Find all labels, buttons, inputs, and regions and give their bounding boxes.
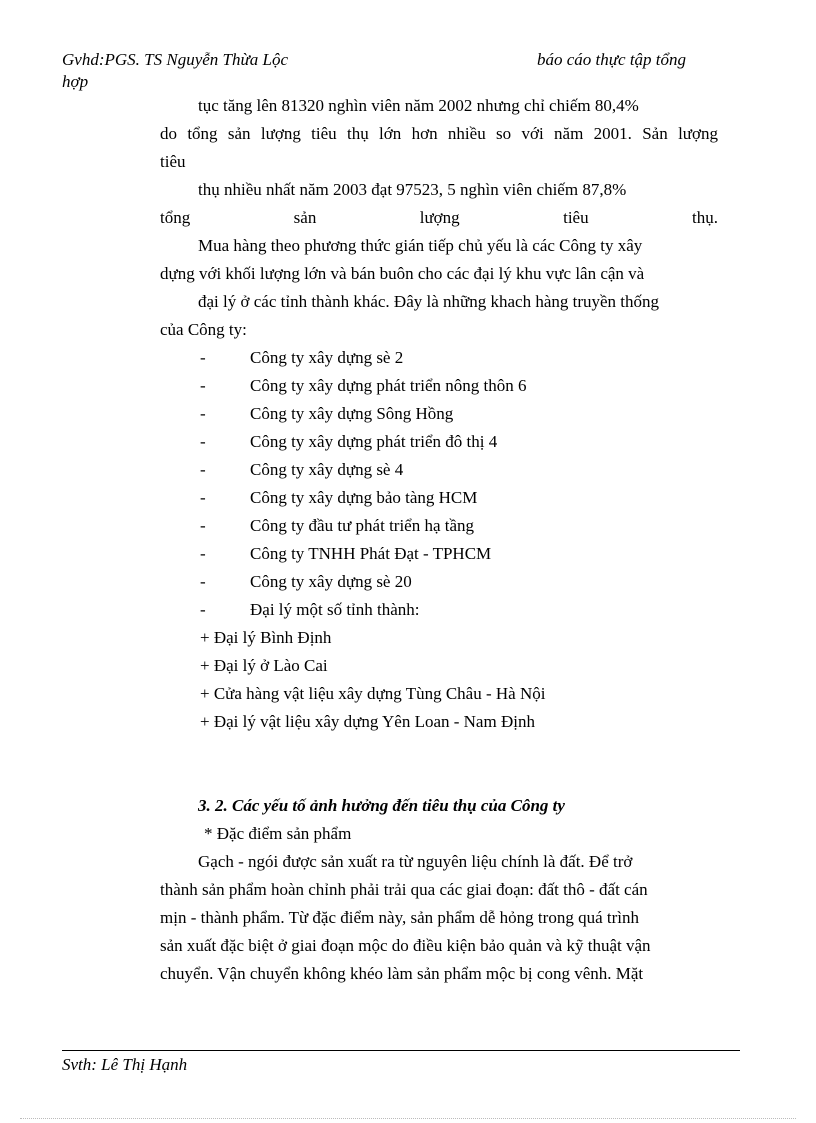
list-item	[160, 456, 718, 484]
paragraph-line: tổng sản lượng tiêu thụ.	[160, 208, 718, 227]
footer-divider	[62, 1050, 740, 1051]
list-item	[160, 372, 718, 400]
paragraph-line: thành sản phẩm hoàn chỉnh phải trải qua các giai đoạn: đất thô - đất cán	[160, 880, 648, 899]
list-item	[160, 568, 718, 596]
list-item-text: Công ty xây dựng sè 2	[250, 348, 404, 367]
customer-list	[160, 344, 718, 624]
dash-marker: -	[200, 488, 206, 507]
paragraph-line: mịn - thành phẩm. Từ đặc điểm này, sản phẩm dễ hỏng trong quá trình	[160, 908, 639, 927]
list-item-text: Công ty xây dựng phát triển nông thôn 6	[250, 376, 527, 395]
header-report-title-wrap: hợp	[62, 72, 89, 91]
list-item-text: Công ty xây dựng bảo tàng HCM	[250, 488, 478, 507]
paragraph-line: chuyển. Vận chuyển không khéo làm sản phẩm mộc bị cong vênh. Mặt	[160, 964, 644, 983]
list-item-text: Công ty TNHH Phát Đạt - TPHCM	[250, 544, 492, 563]
list-item: + Cửa hàng vật liệu xây dựng Tùng Châu - Hà Nội	[200, 684, 546, 703]
paragraph-line: sản xuất đặc biệt ở giai đoạn mộc do điều kiện bảo quản và kỹ thuật vận	[160, 936, 651, 955]
list-item-text: Công ty xây dựng Sông Hồng	[250, 404, 454, 423]
list-item-text: Đại lý một số tỉnh thành:	[250, 600, 420, 619]
list-item-text: Công ty xây dựng sè 4	[250, 460, 404, 479]
list-item	[160, 596, 718, 624]
list-item: + Đại lý Bình Định	[200, 628, 332, 647]
list-item	[160, 344, 718, 372]
page-edge-divider	[20, 1118, 796, 1119]
dash-marker: -	[200, 600, 206, 619]
paragraph-line: do tổng sản lượng tiêu thụ lớn hơn nhiều so với năm 2001. Sản lượng	[160, 124, 718, 143]
dash-marker: -	[200, 572, 206, 591]
list-item	[160, 540, 718, 568]
dash-marker: -	[200, 348, 206, 367]
dash-marker: -	[200, 516, 206, 535]
list-item: + Đại lý ở Lào Cai	[200, 656, 328, 675]
section-heading: 3. 2. Các yếu tố ảnh hưởng đến tiêu thụ của Công ty	[198, 796, 565, 815]
paragraph-line: Gạch - ngói được sản xuất ra từ nguyên liệu chính là đất. Để trở	[198, 852, 633, 871]
spacer	[160, 736, 718, 792]
list-item-text: Công ty đầu tư phát triển hạ tầng	[250, 516, 475, 535]
dash-marker: -	[200, 376, 206, 395]
paragraph-line: của Công ty:	[160, 320, 247, 339]
dash-marker: -	[200, 404, 206, 423]
list-item	[160, 400, 718, 428]
dash-marker: -	[200, 432, 206, 451]
list-item	[160, 428, 718, 456]
footer-student: Svth: Lê Thị Hạnh	[62, 1055, 188, 1074]
list-item-text: Công ty xây dựng sè 20	[250, 572, 412, 591]
section-subheading: * Đặc điểm sản phẩm	[204, 824, 352, 843]
paragraph-line: đại lý ở các tỉnh thành khác. Đây là những khach hàng truyền thống	[198, 292, 660, 311]
list-item	[160, 512, 718, 540]
document-body	[160, 92, 718, 988]
list-item: + Đại lý vật liệu xây dựng Yên Loan - Nam Định	[200, 712, 535, 731]
list-item	[160, 484, 718, 512]
agent-list	[160, 624, 718, 736]
paragraph-line: tiêu	[160, 152, 186, 171]
header-advisor: Gvhd:PGS. TS Nguyễn Thừa Lộc	[62, 50, 289, 69]
header-report-title: báo cáo thực tập tổng	[537, 50, 687, 69]
paragraph-line: thụ nhiều nhất năm 2003 đạt 97523, 5 nghìn viên chiếm 87,8%	[198, 180, 627, 199]
dash-marker: -	[200, 460, 206, 479]
dash-marker: -	[200, 544, 206, 563]
paragraph-line: Mua hàng theo phương thức gián tiếp chủ yếu là các Công ty xây	[198, 236, 643, 255]
list-item-text: Công ty xây dựng phát triển đô thị 4	[250, 432, 498, 451]
paragraph-line: dựng với khối lượng lớn và bán buôn cho các đại lý khu vực lân cận và	[160, 264, 645, 283]
paragraph-line: tục tăng lên 81320 nghìn viên năm 2002 nhưng chỉ chiếm 80,4%	[198, 96, 639, 115]
